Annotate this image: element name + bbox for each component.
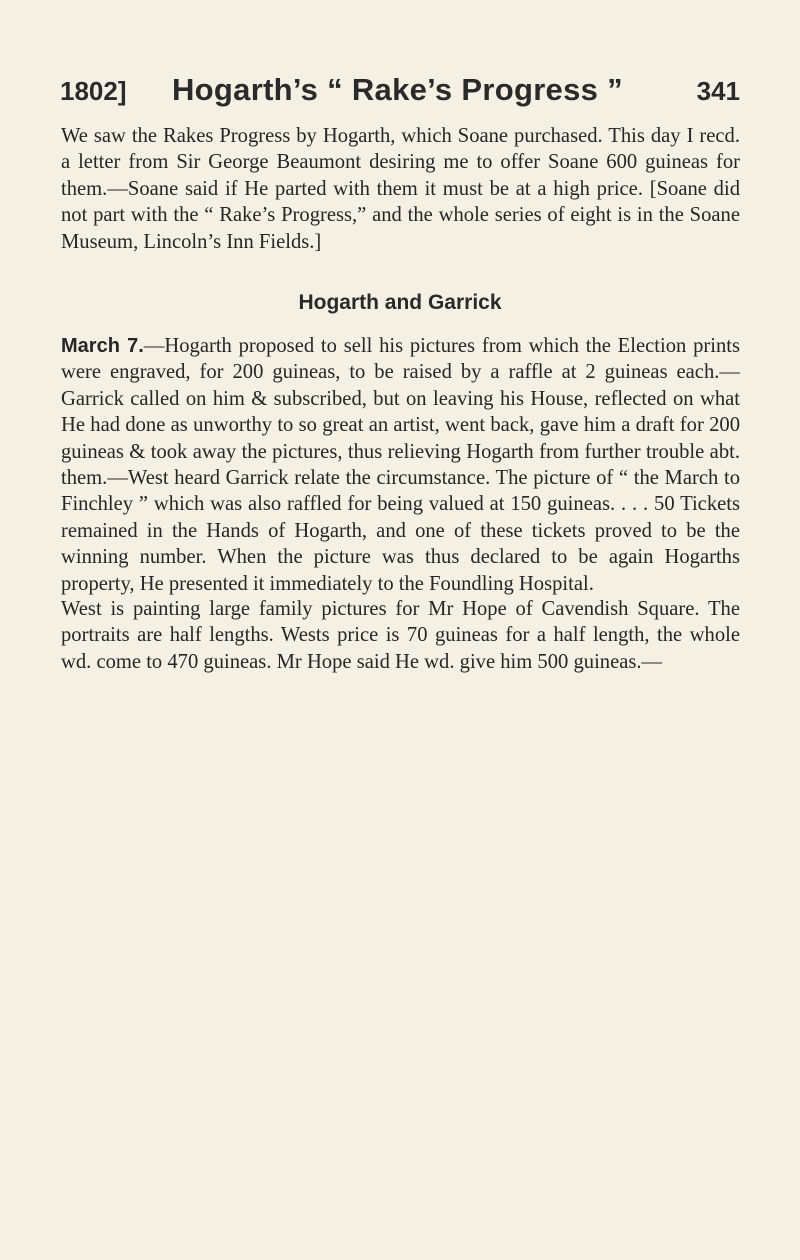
running-head-year: 1802] [60,76,127,106]
paragraph-march-7 [61,333,740,597]
paragraph-west-painting [61,596,740,675]
paragraph-body: —Hogarth proposed to sell his pictures from which the Election prints were engraved, for 200 guineas, to be raised by a raffle at 2 guineas each.—Garrick called on him & subscribed, but on leaving his House, reflected on what He had done as unworthy to so great an artist, went back, gave him a draft for 200 guineas & took away the pictures, thus relieving Hogarth from further trouble abt. them.—West heard Garrick relate the circumstance. The picture of “ the March to Finchley ” which was also raffled for being valued at 150 guineas. . . . 50 Tickets remained in the Hands of Hogarth, and one of these tickets proved to be the winning number. When the picture was thus declared to be again Hogarths property, He presented it immediately to the Foundling Hospital. [61,335,740,595]
section-heading: Hogarth and Garrick [298,291,502,314]
running-head-title: Hogarth’s “ Rake’s Progress ” [172,72,623,107]
paragraph-text: West is painting large family pictures for Mr Hope of Cavendish Square. The portraits are half lengths. Wests price is 70 guineas for a half length, the whole wd. come to 470 guineas. Mr Hope said He wd. give him 500 guineas.— [61,598,740,673]
paragraph-rakes-progress [61,123,740,255]
page-number: 341 [696,76,740,106]
date-lead: March 7. [61,335,144,357]
paragraph-text: We saw the Rakes Progress by Hogarth, which Soane purchased. This day I recd. a letter from Sir George Beaumont desiring me to offer Soane 600 guineas for them.—Soane said if He parted with them it must be at a high price. [Soane did not part with the “ Rake’s Progress,” and the whole series of eight is in the Soane Museum, Lincoln’s Inn Fields.] [61,125,740,253]
running-head [60,72,740,112]
paragraph-text [61,333,740,597]
